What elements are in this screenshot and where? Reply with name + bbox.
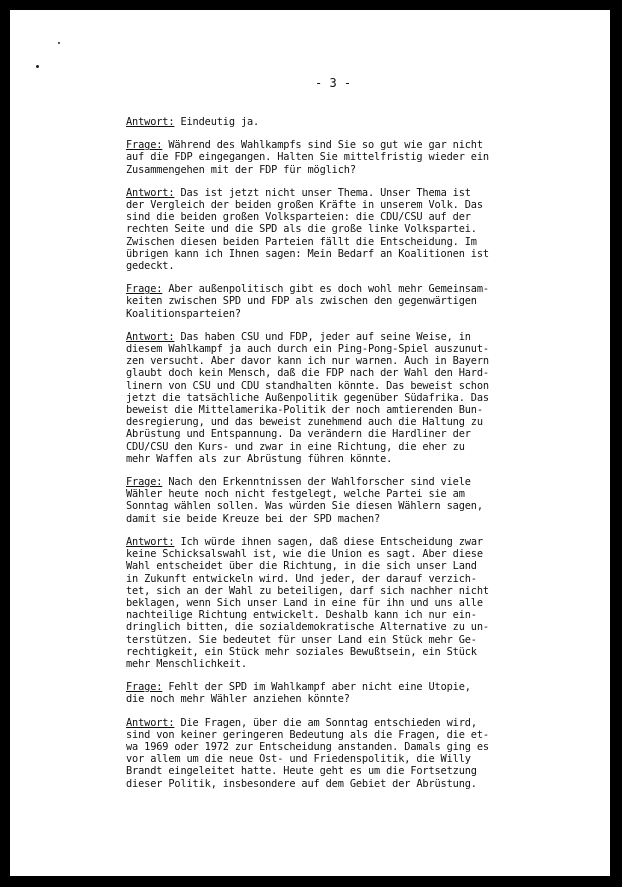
line-text: Fehlt der SPD im Wahlkampf aber nicht eine Utopie, xyxy=(162,681,471,694)
question-paragraph xyxy=(126,476,566,525)
text-line: desregierung, und das beweist zunehmend auch die Haltung zu xyxy=(126,416,483,429)
text-line xyxy=(126,331,566,343)
line-text: Aber außenpolitisch gibt es doch wohl mehr Gemeinsam- xyxy=(162,283,489,296)
text-line: keine Schicksalswahl ist, wie die Union es sagt. Aber diese xyxy=(126,548,483,561)
answer-label: Antwort: xyxy=(126,535,175,548)
text-line xyxy=(126,717,566,729)
text-line: übrigen kann ich Ihnen sagen: Mein Bedarf an Koalitionen ist xyxy=(126,247,489,260)
question-paragraph xyxy=(126,681,566,705)
text-line: zen versucht. Aber davor kann ich nur warnen. Auch in Bayern xyxy=(126,355,489,368)
line-text: Während des Wahlkampfs sind Sie so gut wie gar nicht xyxy=(162,139,483,152)
line-text: Nach den Erkenntnissen der Wahlforscher sind viele xyxy=(162,476,471,489)
answer-paragraph xyxy=(126,536,566,670)
text-line: keiten zwischen SPD und FDP als zwischen den gegenwärtigen xyxy=(126,295,477,308)
text-line: Koalitionsparteien? xyxy=(126,307,241,320)
question-label: Frage: xyxy=(126,139,163,152)
text-line: Brandt eingeleitet hatte. Heute geht es um die Fortsetzung xyxy=(126,765,477,778)
text-line: sind die beiden großen Volksparteien: die CDU/CSU auf der xyxy=(126,211,471,224)
question-label: Frage: xyxy=(126,681,163,694)
text-line: Abrüstung und Entspannung. Da verändern die Hardliner der xyxy=(126,428,471,441)
line-text: Ich würde ihnen sagen, daß diese Entscheidung zwar xyxy=(174,535,483,548)
text-line: die noch mehr Wähler anziehen könnte? xyxy=(126,693,350,706)
text-line: dieser Politik, insbesondere auf dem Gebiet der Abrüstung. xyxy=(126,777,477,790)
text-line: sind von keiner geringeren Bedeutung als die Fragen, die et- xyxy=(126,728,489,741)
answer-paragraph xyxy=(126,116,566,128)
text-line: damit sie beide Kreuze bei der SPD machen? xyxy=(126,512,381,525)
text-line: Sonntag wählen sollen. Was würden Sie diesen Wählern sagen, xyxy=(126,500,483,513)
text-line xyxy=(126,116,566,128)
answer-label: Antwort: xyxy=(126,186,175,199)
text-line: in Zukunft entwickeln wird. Und jeder, der darauf verzich- xyxy=(126,572,477,585)
answer-paragraph xyxy=(126,717,566,790)
interview-text xyxy=(126,116,566,801)
document-page xyxy=(10,10,610,876)
text-line: Zwischen diesen beiden Parteien fällt die Entscheidung. Im xyxy=(126,235,477,248)
text-line: rechten Seite und die SPD als die große linke Volkspartei. xyxy=(126,223,477,236)
text-line xyxy=(126,187,566,199)
question-label: Frage: xyxy=(126,283,163,296)
text-line: vor allem um die neue Ost- und Friedenspolitik, die Willy xyxy=(126,753,471,766)
scan-speck xyxy=(58,42,60,44)
text-line: auf die FDP eingegangen. Halten Sie mittelfristig wieder ein xyxy=(126,151,489,164)
answer-paragraph xyxy=(126,331,566,465)
text-line: beweist die Mittelamerika-Politik der noch amtierenden Bun- xyxy=(126,404,483,417)
text-line: diesem Wahlkampf ja auch durch ein Ping-Pong-Spiel auszunut- xyxy=(126,343,489,356)
text-line: der Vergleich der beiden großen Kräfte in unserem Volk. Das xyxy=(126,199,483,212)
text-line: Wahl entscheidet über die Richtung, in die sich unser Land xyxy=(126,560,477,573)
text-line xyxy=(126,476,566,488)
line-text: Das ist jetzt nicht unser Thema. Unser Thema ist xyxy=(174,186,471,199)
text-line: dringlich bitten, die sozialdemokratische Alternative zu un- xyxy=(126,621,489,634)
text-line: mehr Menschlichkeit. xyxy=(126,657,247,670)
question-label: Frage: xyxy=(126,476,163,489)
text-line: wa 1969 oder 1972 zur Entscheidung anstanden. Damals ging es xyxy=(126,740,489,753)
text-line: linern von CSU und CDU standhalten könnte. Das beweist schon xyxy=(126,379,489,392)
text-line: glaubt doch kein Mensch, daß die FDP nach der Wahl den Hard- xyxy=(126,367,489,380)
page-number: - 3 - xyxy=(315,76,352,90)
text-line: mehr Waffen als zur Abrüstung führen könnte. xyxy=(126,452,393,465)
text-line xyxy=(126,681,566,693)
text-line: Zusammengehen mit der FDP für möglich? xyxy=(126,163,356,176)
answer-label: Antwort: xyxy=(126,716,175,729)
scan-speck xyxy=(36,65,39,68)
text-line: tet, sich an der Wahl zu beteiligen, darf sich nachher nicht xyxy=(126,584,489,597)
line-text: Eindeutig ja. xyxy=(174,116,260,128)
line-text: Die Fragen, über die am Sonntag entschieden wird, xyxy=(174,716,477,729)
answer-label: Antwort: xyxy=(126,116,175,128)
text-line: terstützen. Sie bedeutet für unser Land ein Stück mehr Ge- xyxy=(126,633,477,646)
text-line: CDU/CSU den Kurs- und zwar in eine Richtung, die eher zu xyxy=(126,440,465,453)
text-line xyxy=(126,536,566,548)
text-line xyxy=(126,139,566,151)
text-line: gedeckt. xyxy=(126,260,175,273)
answer-paragraph xyxy=(126,187,566,272)
text-line: Wähler heute noch nicht festgelegt, welche Partei sie am xyxy=(126,488,465,501)
text-line: jetzt die tatsächliche Außenpolitik gegenüber Südafrika. Das xyxy=(126,391,489,404)
question-paragraph xyxy=(126,139,566,176)
question-paragraph xyxy=(126,283,566,320)
text-line: nachteilige Richtung entwickelt. Deshalb kann ich nur ein- xyxy=(126,609,477,622)
answer-label: Antwort: xyxy=(126,330,175,343)
text-line: rechtigkeit, ein Stück mehr soziales Bewußtsein, ein Stück xyxy=(126,645,477,658)
line-text: Das haben CSU und FDP, jeder auf seine Weise, in xyxy=(174,330,471,343)
text-line: beklagen, wenn Sich unser Land in eine für ihn und uns alle xyxy=(126,596,483,609)
text-line xyxy=(126,283,566,295)
